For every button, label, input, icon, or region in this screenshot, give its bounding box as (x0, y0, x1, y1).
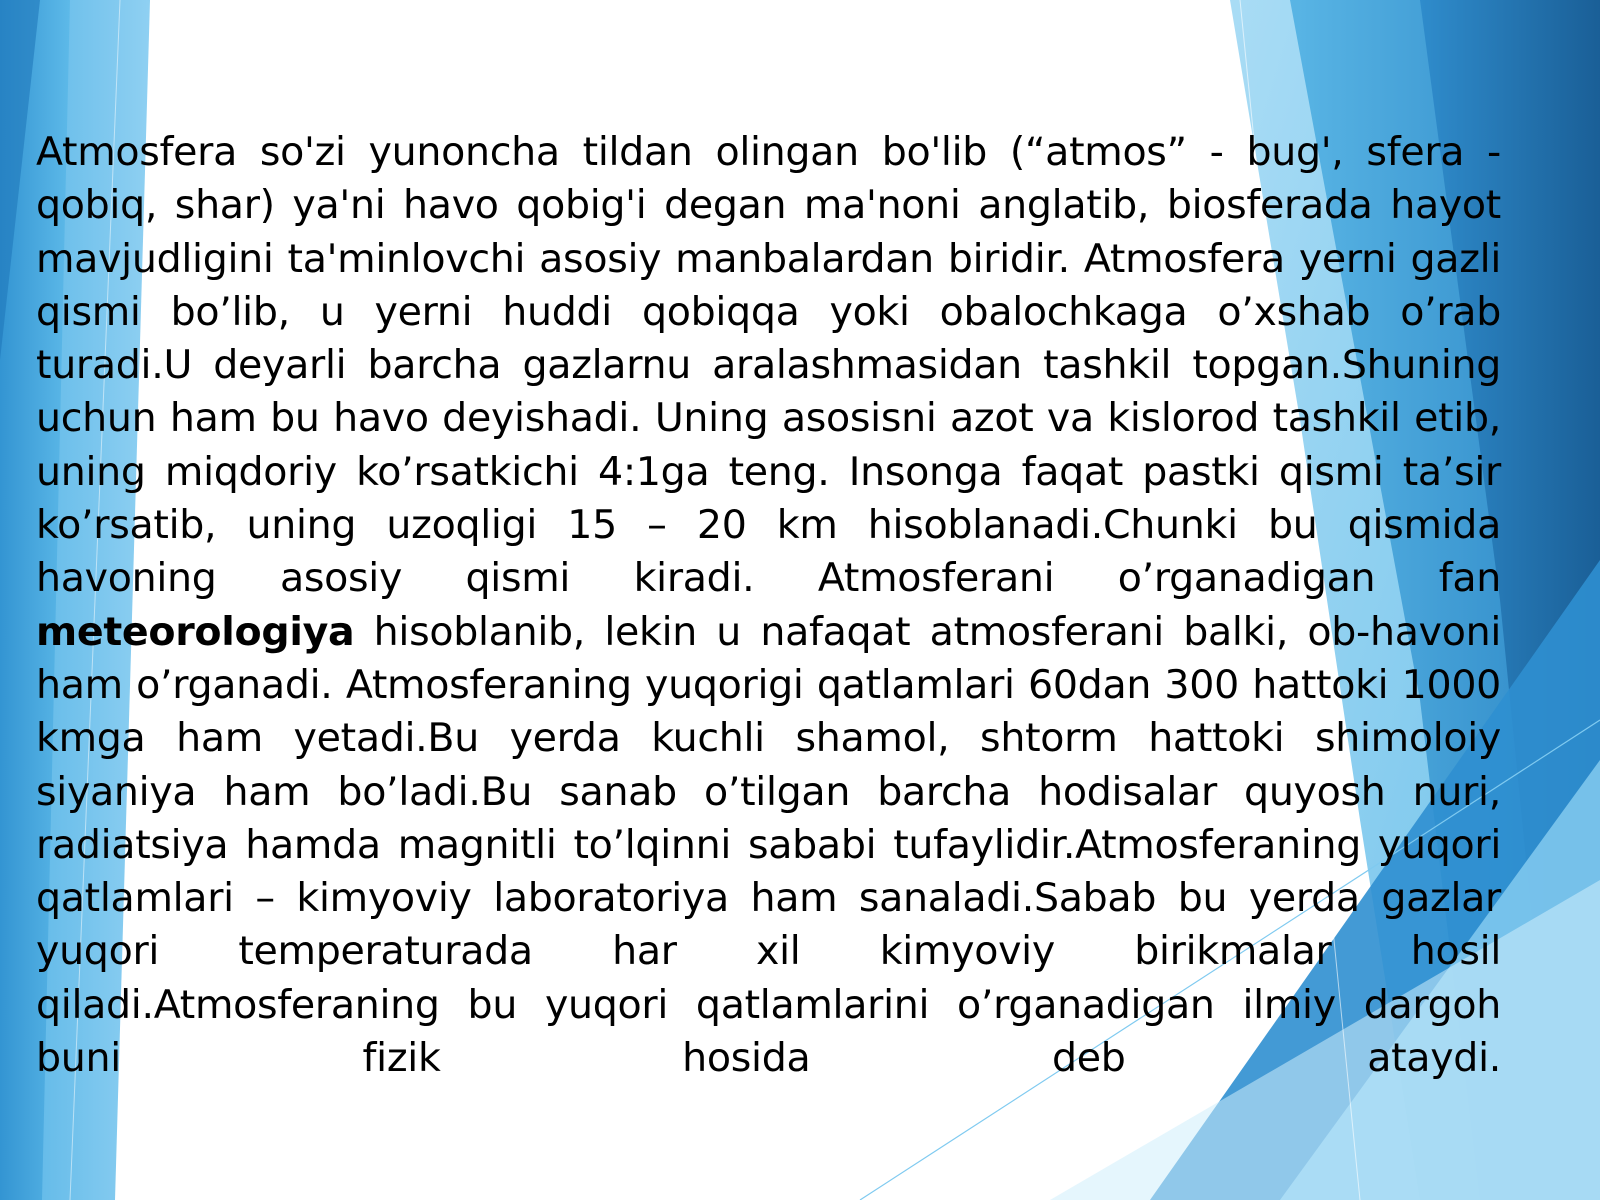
paragraph-part-1: Atmosfera so'zi yunoncha tildan olingan bo'lib (“atmos” - bug', sfera - qobiq, shar) ya'ni havo qobig'i degan ma'noni anglatib, biosferada hayot mavjudligini ta'minlovchi asosiy manbalardan biridir. Atmosfera yerni gazli qismi bo’lib, u yerni huddi qobiqqa yoki obalochkaga o’xshab o’rab turadi.U deyarli barcha gazlarnu aralashmasidan tashkil topgan.Shuning uchun ham bu havo deyishadi. Uning asosisni azot va kislorod tashkil etib, uning miqdoriy ko’rsatkichi 4:1ga teng. Insonga faqat pastki qismi ta’sir ko’rsatib, uning uzoqligi 15 – 20 km hisoblanadi.Chunki bu qismida havoning asosiy qismi kiradi. Atmosferani o’rganadigan fan (36, 129, 1501, 602)
paragraph-part-2: hisoblanib, lekin u nafaqat atmosferani balki, ob-havoni ham o’rganadi. Atmosferaning yuqorigi qatlamlari 60dan 300 hattoki 1000 kmga ham yetadi.Bu yerda kuchli shamol, shtorm hattoki shimoloiy siyaniya ham bo’ladi.Bu sanab o’tilgan barcha hodisalar quyosh nuri, radiatsiya hamda magnitli to’lqinni sababi tufaylidir.Atmosferaning yuqori qatlamlari – kimyoviy laboratoriya ham sanaladi.Sabab bu yerda gazlar yuqori temperaturada har xil kimyoviy birikmalar hosil qiladi.Atmosferaning bu yuqori qatlamlarini o’rganadigan ilmiy dargoh buni fizik hosida deb ataydi. (36, 608, 1501, 1082)
slide-body-paragraph (36, 126, 1501, 1085)
bold-term-meteorologiya: meteorologiya (36, 608, 355, 655)
